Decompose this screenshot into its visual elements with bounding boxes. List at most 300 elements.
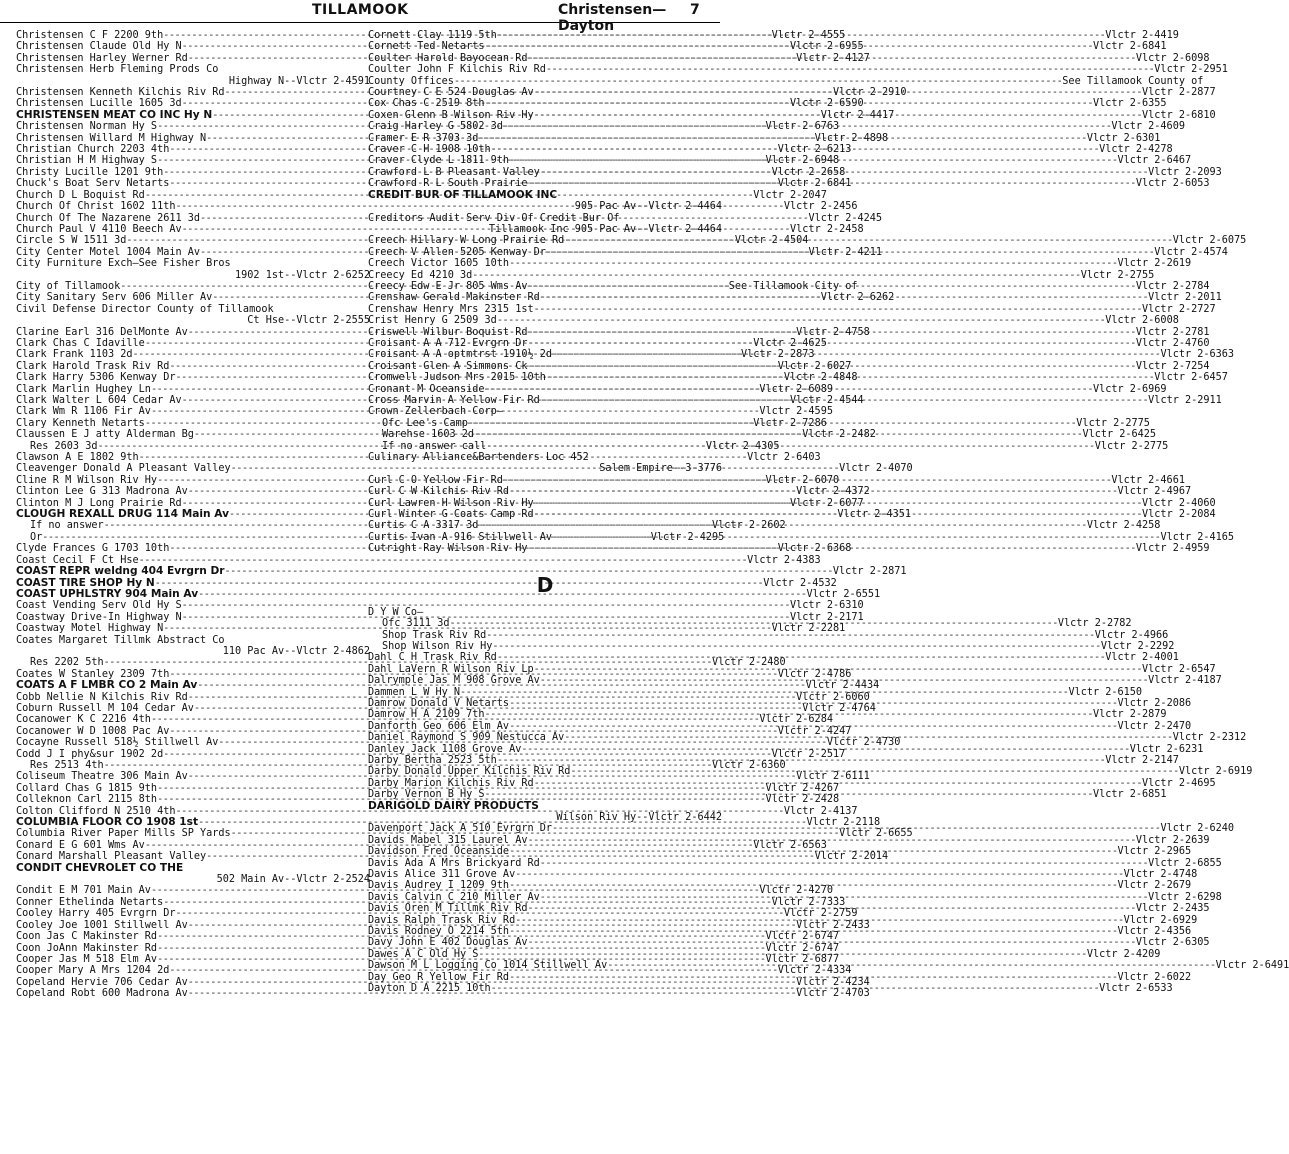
dot-leader [527,178,1135,189]
listing-phone: Vlctr 2-4966 [1094,629,1169,641]
listing-row [368,269,1155,281]
listing-name: Columbia River Paper Mills SP Yards [16,828,231,840]
dot-leader [527,835,1135,846]
listing-row [16,587,881,600]
dot-leader [534,664,1142,675]
listing-name: Cocayne Russell 518½ Stillwell Av [16,737,219,749]
listing-phone: Vlctr 2-2084 [1142,509,1216,521]
listing-name: Cromwell Judson Mrs 2015 10th [368,372,546,384]
dot-leader [274,304,370,315]
dot-leader [497,652,1105,663]
dot-leader [509,846,1117,857]
listing-phone: Vlctr 2-2965 [1117,846,1192,858]
listing-row [368,201,722,212]
listing-phone: Vlctr 2-6284 [759,714,833,726]
listing-name: Coulter Harold Bayocean Rd [368,52,528,64]
dot-leader [509,486,1117,497]
listing-phone: Vlctr 2-2312 [1172,732,1247,744]
listing-name: Clawson A E 1802 9th [16,452,139,464]
listing-phone: Vlctr 2-2147 [1105,754,1179,766]
listing-name: Christensen Lucille 1605 3d [16,98,182,110]
listing-name: Culinary Alliance&Bartenders Loc 452 [368,452,589,464]
dot-leader [534,498,1142,509]
listing-name: 110 Pac Av [222,645,285,657]
listing-name: Davis Oren M Tillmk Riv Rd [368,903,528,915]
listing-phone: Vlctr 2-4372 [796,486,870,498]
listing-row [16,76,370,87]
listing-name: Christensen Harley Werner Rd [16,52,188,64]
listing-phone: Vlctr 2-4695 [1142,777,1216,789]
listing-name: Cooley Harry 405 Evrgrn Dr [16,908,176,920]
listing-phone: Vlctr 2-6948 [765,155,840,167]
listing-name: Creech Hillary W Long Prairie Rd [368,235,565,247]
listing-name: Cornett Ted Netarts [368,41,485,53]
listing-row [16,635,370,646]
dot-leader [492,641,1100,652]
dot-leader: -- [636,812,649,823]
dot-leader [534,509,1142,520]
dot-leader [509,926,1117,937]
listing-phone: Vlctr 2-6355 [1092,98,1167,110]
listing-name: Condit E M 701 Main Av [16,885,151,897]
listing-name: Res 2202 5th [30,657,104,669]
listing-name: 905 Pac Av [574,201,637,213]
listing-name: Clark Harold Trask Riv Rd [16,360,170,372]
dot-leader [231,258,370,269]
listing-phone: Vlctr 2-6763 [765,121,840,133]
listing-name: Coates W Stanley 2309 7th [16,668,170,680]
listing-phone: Vlctr 2-4764 [802,702,876,714]
dot-leader [521,744,1129,755]
listing-name: Clark Harry 5306 Kenway Dr [16,372,176,384]
dot-leader [486,441,1094,452]
listing-name: Church Paul V 4110 Beech Av [16,223,182,235]
listing-phone: Vlctr 2-2871 [832,566,907,578]
listing-row [16,64,370,75]
dot-leader [546,247,1154,258]
listing-name: Circle S W 1511 3d [16,235,127,247]
listing-name: Coliseum Theatre 306 Main Av [16,771,188,783]
listing-phone: Vlctr 2-4211 [808,246,883,258]
listing-row [16,863,370,874]
listing-name: Craver Clyde L 1811 9th [368,155,510,167]
dot-leader [527,327,1135,338]
listing-name: Davis Alice 311 Grove Av [368,869,516,881]
listing-name: If no answer [30,520,104,532]
listing-name: Church D L Boquist Rd [16,189,145,201]
listing-row [16,874,370,885]
listing-name: Civil Defense Director County of Tillamook [16,303,274,315]
listing-name: Creecy Edw E Jr 805 Wms Av [368,280,528,292]
listing-name: Cox Chas C 2519 8th [368,98,485,110]
listing-phone: Vlctr 2-4270 [759,885,833,897]
page-number: 7 [690,2,700,18]
listing-name: Coulter John F Kilchis Riv Rd [368,64,546,76]
listing-phone: See Tillamook City of [728,280,858,292]
page-title: TILLAMOOK [312,2,409,18]
dot-leader [527,361,1135,372]
listing-name: Cooley Joe 1001 Stillwell Av [16,919,188,931]
listing-name: Conner Ethelinda Netarts [16,896,164,908]
listing-name: City Center Motel 1004 Main Av [16,246,201,258]
dot-leader: -- [636,223,649,235]
dot-leader [472,270,1080,281]
dot-leader [449,618,1057,629]
listing-phone: Vlctr 2-6150 [1068,686,1143,698]
listing-name: Res 2603 3d [30,440,98,452]
listing-name: Coastway Motel Highway N [16,623,164,635]
listing-phone: Vlctr 2-6053 [1135,178,1210,190]
listing-name: Dawson M L Logging Co 1014 Stillwell Av [368,960,608,972]
dot-leader [460,687,1068,698]
listing-row [368,213,722,224]
listing-name: Criswell Wilbur Boquist Rd [368,326,528,338]
listing-name: Day Geo R Yellow Fir Rd [368,971,510,983]
dot-leader [540,675,1148,686]
listing-phone: Vlctr 2-6252 [296,269,370,281]
listing-phone: Vlctr 2-2517 [771,748,846,760]
listing-name: Cocanower K C 2216 4th [16,714,151,726]
listing-name: Wilson Riv Hy [556,812,637,823]
dot-leader [570,766,1178,777]
listing-phone: Vlctr 2-4356 [1117,926,1192,938]
dot-leader [486,630,1094,641]
dot-leader [478,520,1086,531]
dot-leader [485,709,1093,720]
listing-name: Davy John E 402 Douglas Av [368,937,528,949]
listing-name: Warehse 1603 2d [382,429,475,441]
listing-phone: Vlctr 2-2782 [1057,618,1132,630]
listing-name: Clark Chas C Idaville [16,337,145,349]
listing-phone: Vlctr 2-4295 [650,531,725,543]
dot-leader [503,121,1111,132]
listing-name: Ofc Lee's Camp [382,417,468,429]
listing-phone: Vlctr 2-4661 [1111,474,1185,486]
dot-leader [468,418,1076,429]
dot-leader [552,532,1160,543]
listing-phone: Vlctr 2-2775 [1094,440,1169,452]
listing-phone: Vlctr 2-4786 [777,668,852,680]
listing-name: Clarine Earl 316 DelMonte Av [16,326,188,338]
listing-phone: Vlctr 2-6442 [648,812,722,823]
listing-name: Daniel Raymond S 909 Nestucca Av [368,732,565,744]
listing-name: Davis Calvin C 210 Miller Av [368,891,540,903]
listing-phone: Vlctr 2-4591 [296,75,370,87]
listing-phone: Vlctr 2-6305 [1135,937,1210,949]
listing-row [16,270,370,281]
listing-phone: Vlctr 2-6563 [753,839,827,851]
listing-row [368,258,1192,270]
listing-name: Or [30,531,43,543]
listing-phone: Vlctr 2-4137 [783,805,858,817]
listing-name: City Sanitary Serv 606 Miller Av [16,292,213,304]
listing-phone: Vlctr 2-4625 [753,337,827,349]
listing-name: Christensen Kenneth Kilchis Riv Rd [16,87,225,99]
dot-leader [509,155,1117,166]
listing-phone: Vlctr 2-4209 [1086,948,1161,960]
listing-name: Clark Walter L 604 Cedar Av [16,395,182,406]
listing-name: COAST REPR weldng 404 Evrgrn Dr [16,565,225,578]
listing-name: Davidson Fred Oceanside [368,846,510,858]
listing-phone: Vlctr 2-6077 [790,497,864,509]
listing-row [368,463,722,474]
listing-phone: Vlctr 2-4434 [805,680,880,692]
listing-name: Coast Cecil F Ct Hse [16,554,139,566]
listing-phone: Vlctr 2-4760 [1135,337,1210,349]
listing-row [368,75,1204,87]
listing-phone: Vlctr 2-2619 [1117,258,1192,270]
listing-phone: Vlctr 2-7333 [771,896,846,908]
listing-phone: Vlctr 2-2759 [783,908,858,920]
listing-phone: Vlctr 2-2602 [712,520,786,532]
listing-phone: Vlctr 2-4609 [1111,121,1185,133]
listing-name: Davids Mabel 315 Laurel Av [368,834,528,846]
listing-name: 502 Main Av [216,874,285,886]
listing-name: Christensen Willard M Highway N [16,132,207,144]
dot-leader [503,406,722,417]
listing-name: Cronant M Oceanside [368,383,485,395]
listing-name: Coates Margaret Tillmk Abstract Co [16,634,225,646]
dot-leader: -- [284,269,297,281]
listing-name: COATS A F LMBR CO 2 Main Av [16,679,198,692]
listing-name: Dammen L W Hy N [368,686,461,698]
listing-name: Creecy Ed 4210 3d [368,269,473,281]
listing-phone: Vlctr 2-4165 [1160,531,1235,543]
listing-name: Curtis Ivan A 916 Stillwell Av [368,531,553,543]
listing-name: Coon JoAnn Makinster Rd [16,942,158,954]
listing-name: Clary Kenneth Netarts [16,417,145,429]
listing-phone: Vlctr 2-6262 [820,292,895,304]
listing-phone: Vlctr 2-4334 [777,965,852,977]
listing-phone: Vlctr 2-6747 [765,942,840,954]
listing-phone: Vlctr 2-6841 [1092,41,1167,53]
listing-name: Craver C H 1908 10th [368,144,491,156]
page-header [0,0,720,34]
listing-name: Christian H M Highway S [16,155,158,167]
listing-name: Davis Audrey I 1209 9th [368,880,510,892]
dot-leader [497,755,1105,766]
listing-phone: Vlctr 2-2281 [771,623,846,635]
listing-phone: Vlctr 2-4464 [648,201,722,213]
listing-phone: Vlctr 2-4959 [1135,543,1210,555]
listing-name: Craig Harley G 5802 3d [368,121,503,133]
dot-leader [478,133,1086,144]
listing-phone: Vlctr 2-6955 [790,41,864,53]
listing-name: Copeland Robt 600 Madrona Av [16,988,188,1000]
listing-phone: Vlctr 2-4898 [814,132,889,144]
listing-name: Damrow Donald V Netarts [368,697,510,709]
listing-phone: Vlctr 2-6403 [747,452,821,464]
dot-leader [534,304,1142,315]
dot-leader [552,823,1160,834]
listing-name: COLUMBIA FLOOR CO 1908 1st [16,816,199,829]
listing-name: Dawes A C Old Hy S [368,948,479,960]
listing-phone: Vlctr 2-6368 [777,543,852,555]
listing-name: Crenshaw Gerald Makinster Rd [368,292,540,304]
listing-phone: Vlctr 2-4417 [820,109,895,121]
listing-row [16,565,907,578]
listing-name: Davenport Jack A 510 Evrgrn Dr [368,823,553,835]
listing-phone: Vlctr 2-2879 [1092,709,1167,721]
listing-name: Copeland Hervie 706 Cedar Av [16,976,188,988]
listing-name: Clyde Frances G 1703 10th [16,543,170,555]
listing-phone: Vlctr 2-2435 [1135,903,1210,915]
listing-phone: Vlctr 2-6841 [777,178,852,190]
listing-row [368,303,1216,315]
listing-row [368,452,722,463]
dot-leader [539,801,722,812]
listing-phone: Vlctr 2-2911 [1148,395,1222,406]
listing-name: Chuck's Boat Serv Netarts [16,178,170,190]
listing-name: CREDIT BUR OF TILLAMOOK INC [368,188,558,201]
listing-name: Dahl C H Trask Riv Rd [368,652,497,664]
listing-row [368,224,722,235]
listing-phone: Vlctr 2-2480 [712,657,786,669]
dot-leader [509,880,1117,891]
listing-phone: Vlctr 2-6467 [1117,155,1192,167]
listing-phone: Vlctr 2-6060 [796,691,870,703]
listing-phone: See Tillamook County of [1062,75,1204,87]
listing-name: Cleavenger Donald A Pleasant Valley [16,463,231,475]
dot-leader [183,863,370,874]
listing-name: Coon Jas C Makinster Rd [16,931,158,943]
dot-leader: -- [284,874,297,886]
dot-leader [485,789,1093,800]
listing-name: Dahl LaVern R Wilson Riv Lp [368,663,534,675]
listing-name: Davis Rodney O 2214 5th [368,926,510,938]
listing-phone: Vlctr 2-2775 [1076,417,1150,429]
listing-name: Creech V Allen 5205 Kenway Dr [368,246,546,258]
listing-phone: Vlctr 2-6089 [759,383,833,395]
listing-phone: Vlctr 2-4383 [747,554,821,566]
section-letter-d: D [536,572,554,597]
dot-leader [619,213,722,224]
listing-name: Ct Hse [247,315,285,327]
listing-name: Cross Marvin A Yellow Fir Rd [368,395,540,406]
listing-name: Christensen Claude Old Hy N [16,41,182,53]
dot-leader [503,475,1111,486]
listing-phone: Vlctr 2-4464 [648,223,722,235]
listing-name: Curl C W Kilchis Riv Rd [368,486,510,498]
listing-phone: Vlctr 2-6747 [765,931,840,943]
listing-name: Church Of Christ 1602 11th [16,201,176,213]
listing-phone: Vlctr 2-6919 [1178,766,1253,778]
listing-phone: Vlctr 2-2458 [790,223,864,235]
listing-name: Darby Marion Kilchis Riv Rd [368,777,534,789]
listing-name: Darby Vernon B Hy S [368,789,485,801]
listing-phone: Vlctr 2-6360 [712,760,786,771]
listing-phone: Vlctr 2-6425 [1082,429,1157,441]
listing-phone: Vlctr 2-2470 [1117,720,1192,732]
listing-phone: Vlctr 2-2727 [1142,303,1216,315]
listing-phone: Vlctr 2-6298 [1148,891,1222,903]
listing-name: Tillamook Inc 905 Pac Av [488,223,637,235]
listing-name: Curl Lawren H Wilson Riv Hy [368,497,534,509]
dot-leader [534,87,1142,98]
listing-name: Res 2513 4th [30,760,104,771]
listing-phone: Vlctr 2-2047 [753,189,827,201]
listing-phone: Vlctr 2-2011 [1148,292,1222,304]
listing-row [368,812,722,823]
listing-phone: Vlctr 2-2951 [1154,64,1228,76]
listing-name: Crown Zellerbach Corp— [368,406,503,418]
listing-name: If no answer call [382,440,487,452]
listing-name: Coast Vending Serv Old Hy S [16,600,182,612]
dot-leader [527,338,1135,349]
dot-leader [509,698,1117,709]
listing-phone: Vlctr 2-6231 [1129,743,1204,755]
section-gap [368,555,722,573]
dot-leader: -- [284,315,297,327]
listing-row [368,190,722,201]
listing-name: Christensen Norman Hy S [16,121,158,133]
dot-leader [485,98,1093,109]
listing-row [368,607,722,618]
listing-name: Curtis C A 3317 3d [368,520,479,532]
listing-name: Danforth Geo 606 Elm Av [368,720,510,732]
listing-name: Damrow H A 2109 7th [368,709,485,721]
listing-phone: Vlctr 2-2755 [1080,269,1155,281]
listing-name: Danley Jack 1108 Grove Av [368,743,522,755]
listing-name: Creditors Audit Serv Div Of Credit Bur Of [368,212,620,224]
listing-phone: Vlctr 2-4278 [1099,144,1173,156]
dot-leader [509,258,1117,269]
listing-name: Crenshaw Henry Mrs 2315 1st [368,303,534,315]
listing-phone: Vlctr 2-4595 [759,406,833,418]
listing-name: City Furniture Exch—See Fisher Bros [16,258,231,270]
listing-name: Cooper Mary A Mrs 1204 2d [16,965,170,977]
listing-name: Cutright Ray Wilson Riv Hy [368,543,528,555]
dot-leader: -- [636,201,649,213]
dot-leader [564,235,1172,246]
listing-phone: Vlctr 2-6008 [1105,315,1179,327]
dot-leader [540,292,1148,303]
dot-leader [527,937,1135,948]
listing-phone: Vlctr 2-6363 [1160,349,1235,361]
listing-phone: Vlctr 2-6070 [765,474,840,486]
dot-leader [607,960,1215,971]
dot-leader [478,949,1086,960]
listing-phone: Vlctr 2-6301 [1086,132,1161,144]
listing-name: Conard Marshall Pleasant Valley [16,851,207,863]
listing-phone: Vlctr 2-6310 [790,600,864,612]
listing-phone: Vlctr 2-2639 [1135,834,1210,846]
listing-phone: Vlctr 2-4758 [796,326,870,338]
dot-leader [540,858,1148,869]
listing-phone: Vlctr 2-6551 [806,588,881,600]
listing-phone: Vlctr 2-4127 [796,52,870,64]
listing-row [16,646,370,657]
dot-leader [546,372,1154,383]
dot-leader [491,144,1099,155]
listing-phone: Vlctr 2-4001 [1105,652,1179,664]
listing-phone: Vlctr 2-4234 [796,976,870,988]
listing-phone: Vlctr 2-2873 [740,349,815,361]
listing-name: Shop Trask Riv Rd [382,629,487,641]
dot-leader [515,869,1123,880]
listing-name: Croisant A A 712 Evrgrn Dr [368,337,528,349]
listing-name: Crist Henry G 2509 3d [368,315,497,327]
listing-phone: Vlctr 2-4862 [296,645,370,657]
listing-phone: Vlctr 2-4555 [771,30,846,41]
listing-phone: Vlctr 2-6027 [777,360,852,372]
dot-leader [564,732,1172,743]
dot-leader [540,167,1148,178]
listing-name: Davis Ada A Mrs Brickyard Rd [368,857,540,869]
dot-leader [474,429,1082,440]
listing-name: Clark Marlin Hughey Ln [16,383,151,395]
listing-name: Coxen Glenn B Wilson Riv Hy [368,109,534,121]
